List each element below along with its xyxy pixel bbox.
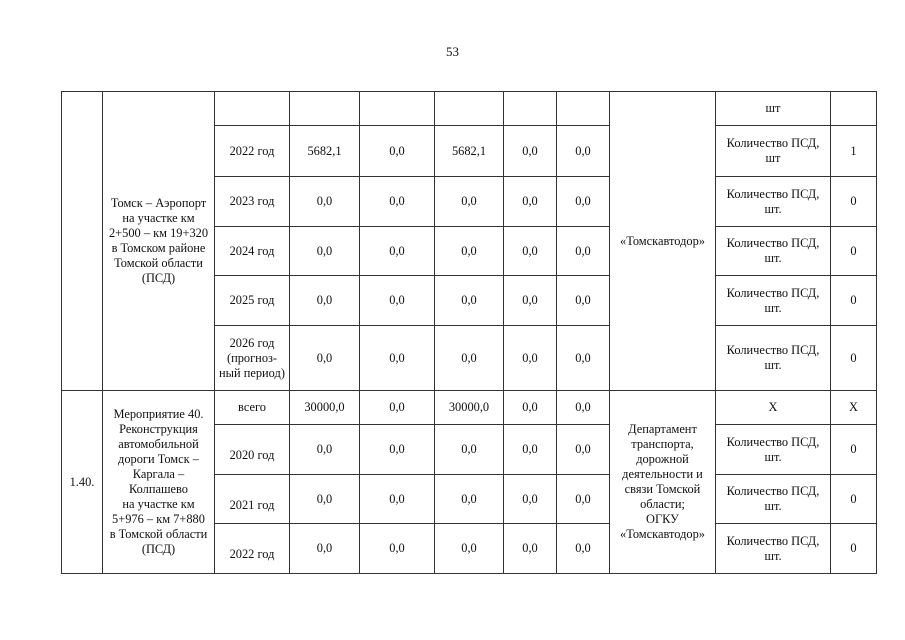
value-cell: 0,0 bbox=[504, 425, 557, 475]
value-cell: 0,0 bbox=[557, 425, 610, 475]
value-cell: 0,0 bbox=[290, 227, 360, 276]
value-cell: 0,0 bbox=[290, 276, 360, 326]
year-cell: 2022 год bbox=[215, 126, 290, 177]
measure-line: в Томской области bbox=[109, 527, 208, 541]
value-cell: 0,0 bbox=[435, 227, 504, 276]
value-cell: 0,0 bbox=[290, 425, 360, 475]
executor-cell: «Томскавтодор» bbox=[610, 92, 716, 391]
table-row bbox=[62, 92, 877, 126]
indicator-name-cell: Количество ПСД, шт bbox=[716, 126, 831, 177]
year-cell: 2020 год bbox=[215, 425, 290, 475]
value-cell: 0,0 bbox=[360, 524, 435, 574]
value-cell: 0,0 bbox=[504, 276, 557, 326]
value-cell: 0,0 bbox=[290, 524, 360, 574]
value-cell: 0,0 bbox=[360, 425, 435, 475]
indicator-name-cell: Количество ПСД, шт. bbox=[716, 276, 831, 326]
value-cell bbox=[557, 92, 610, 126]
value-cell: 0,0 bbox=[435, 276, 504, 326]
indicator-value-cell: 0 bbox=[831, 276, 877, 326]
value-cell: 0,0 bbox=[504, 326, 557, 391]
value-cell: 0,0 bbox=[360, 126, 435, 177]
measure-line: дороги Томск – bbox=[118, 452, 199, 466]
value-cell: 0,0 bbox=[360, 227, 435, 276]
indicator-name-cell: Количество ПСД, шт. bbox=[716, 177, 831, 227]
indicator-name-cell: Количество ПСД, шт. bbox=[716, 524, 831, 574]
indicator-name-cell: Количество ПСД, шт. bbox=[716, 326, 831, 391]
measure-line: (ПСД) bbox=[141, 271, 176, 285]
measure-line: 2+500 – км 19+320 bbox=[108, 226, 209, 240]
year-cell: 2025 год bbox=[215, 276, 290, 326]
row-number-cell: 1.40. bbox=[62, 391, 103, 574]
indicator-name-cell: Количество ПСД, шт. bbox=[716, 425, 831, 475]
value-cell: 0,0 bbox=[504, 177, 557, 227]
measure-line: Томск – Аэропорт bbox=[110, 196, 207, 210]
value-cell: 0,0 bbox=[435, 326, 504, 391]
value-cell: 0,0 bbox=[360, 276, 435, 326]
value-cell: 0,0 bbox=[360, 326, 435, 391]
measure-line: Каргала – bbox=[132, 467, 185, 481]
measure-line: Колпашево bbox=[129, 482, 188, 496]
year-cell: 2022 год bbox=[215, 524, 290, 574]
indicator-name-cell: шт bbox=[716, 92, 831, 126]
value-cell: 0,0 bbox=[557, 227, 610, 276]
indicator-value-cell bbox=[831, 92, 877, 126]
indicator-value-cell: 1 bbox=[831, 126, 877, 177]
value-cell: 0,0 bbox=[360, 391, 435, 425]
value-cell bbox=[360, 92, 435, 126]
year-cell bbox=[215, 92, 290, 126]
indicator-value-cell: 0 bbox=[831, 177, 877, 227]
value-cell: 0,0 bbox=[435, 177, 504, 227]
indicator-value-cell: 0 bbox=[831, 326, 877, 391]
value-cell: 0,0 bbox=[557, 126, 610, 177]
measure-line: (ПСД) bbox=[141, 542, 176, 556]
value-cell: 0,0 bbox=[504, 227, 557, 276]
indicator-value-cell: 0 bbox=[831, 475, 877, 524]
value-cell: 0,0 bbox=[290, 475, 360, 524]
value-cell: 0,0 bbox=[557, 177, 610, 227]
value-cell: 0,0 bbox=[435, 524, 504, 574]
value-cell: 0,0 bbox=[290, 177, 360, 227]
value-cell: 0,0 bbox=[557, 391, 610, 425]
value-cell: 0,0 bbox=[504, 475, 557, 524]
value-cell: 5682,1 bbox=[435, 126, 504, 177]
value-cell: 0,0 bbox=[557, 524, 610, 574]
indicator-name-cell: Количество ПСД, шт. bbox=[716, 227, 831, 276]
value-cell: 0,0 bbox=[504, 391, 557, 425]
value-cell bbox=[504, 92, 557, 126]
row-number-cell bbox=[62, 92, 103, 391]
table-row bbox=[62, 391, 877, 425]
value-cell: 0,0 bbox=[557, 276, 610, 326]
measure-line: Мероприятие 40. bbox=[113, 407, 204, 421]
measure-line: автомобильной bbox=[118, 437, 199, 451]
year-cell: 2021 год bbox=[215, 475, 290, 524]
indicator-name-cell: Х bbox=[716, 391, 831, 425]
measure-line: Томской области bbox=[114, 256, 203, 270]
value-cell bbox=[290, 92, 360, 126]
program-table bbox=[61, 91, 877, 574]
value-cell: 0,0 bbox=[435, 425, 504, 475]
executor-cell: Департамент транспорта, дорожной деятельности и связи Томской области; ОГКУ «Томскавтодор» bbox=[610, 391, 716, 574]
year-cell: 2024 год bbox=[215, 227, 290, 276]
page-number: 53 bbox=[446, 44, 459, 59]
indicator-name-cell: Количество ПСД, шт. bbox=[716, 475, 831, 524]
value-cell: 5682,1 bbox=[290, 126, 360, 177]
value-cell: 0,0 bbox=[360, 475, 435, 524]
measure-name-cell bbox=[103, 391, 215, 574]
value-cell: 30000,0 bbox=[290, 391, 360, 425]
indicator-value-cell: 0 bbox=[831, 524, 877, 574]
value-cell: 0,0 bbox=[504, 524, 557, 574]
value-cell: 0,0 bbox=[557, 326, 610, 391]
value-cell: 0,0 bbox=[290, 326, 360, 391]
value-cell: 30000,0 bbox=[435, 391, 504, 425]
indicator-value-cell: 0 bbox=[831, 425, 877, 475]
measure-line: на участке км bbox=[122, 497, 195, 511]
value-cell: 0,0 bbox=[504, 126, 557, 177]
value-cell: 0,0 bbox=[557, 475, 610, 524]
year-cell: всего bbox=[215, 391, 290, 425]
measure-line: на участке км bbox=[122, 211, 195, 225]
value-cell: 0,0 bbox=[360, 177, 435, 227]
measure-line: 5+976 – км 7+880 bbox=[112, 512, 205, 526]
value-cell: 0,0 bbox=[435, 475, 504, 524]
indicator-value-cell: 0 bbox=[831, 227, 877, 276]
measure-line: в Томском районе bbox=[111, 241, 206, 255]
year-cell: 2026 год (прогноз- ный период) bbox=[215, 326, 290, 391]
value-cell bbox=[435, 92, 504, 126]
measure-name-cell bbox=[103, 92, 215, 391]
year-cell: 2023 год bbox=[215, 177, 290, 227]
indicator-value-cell: Х bbox=[831, 391, 877, 425]
measure-line: Реконструкция bbox=[119, 422, 198, 436]
